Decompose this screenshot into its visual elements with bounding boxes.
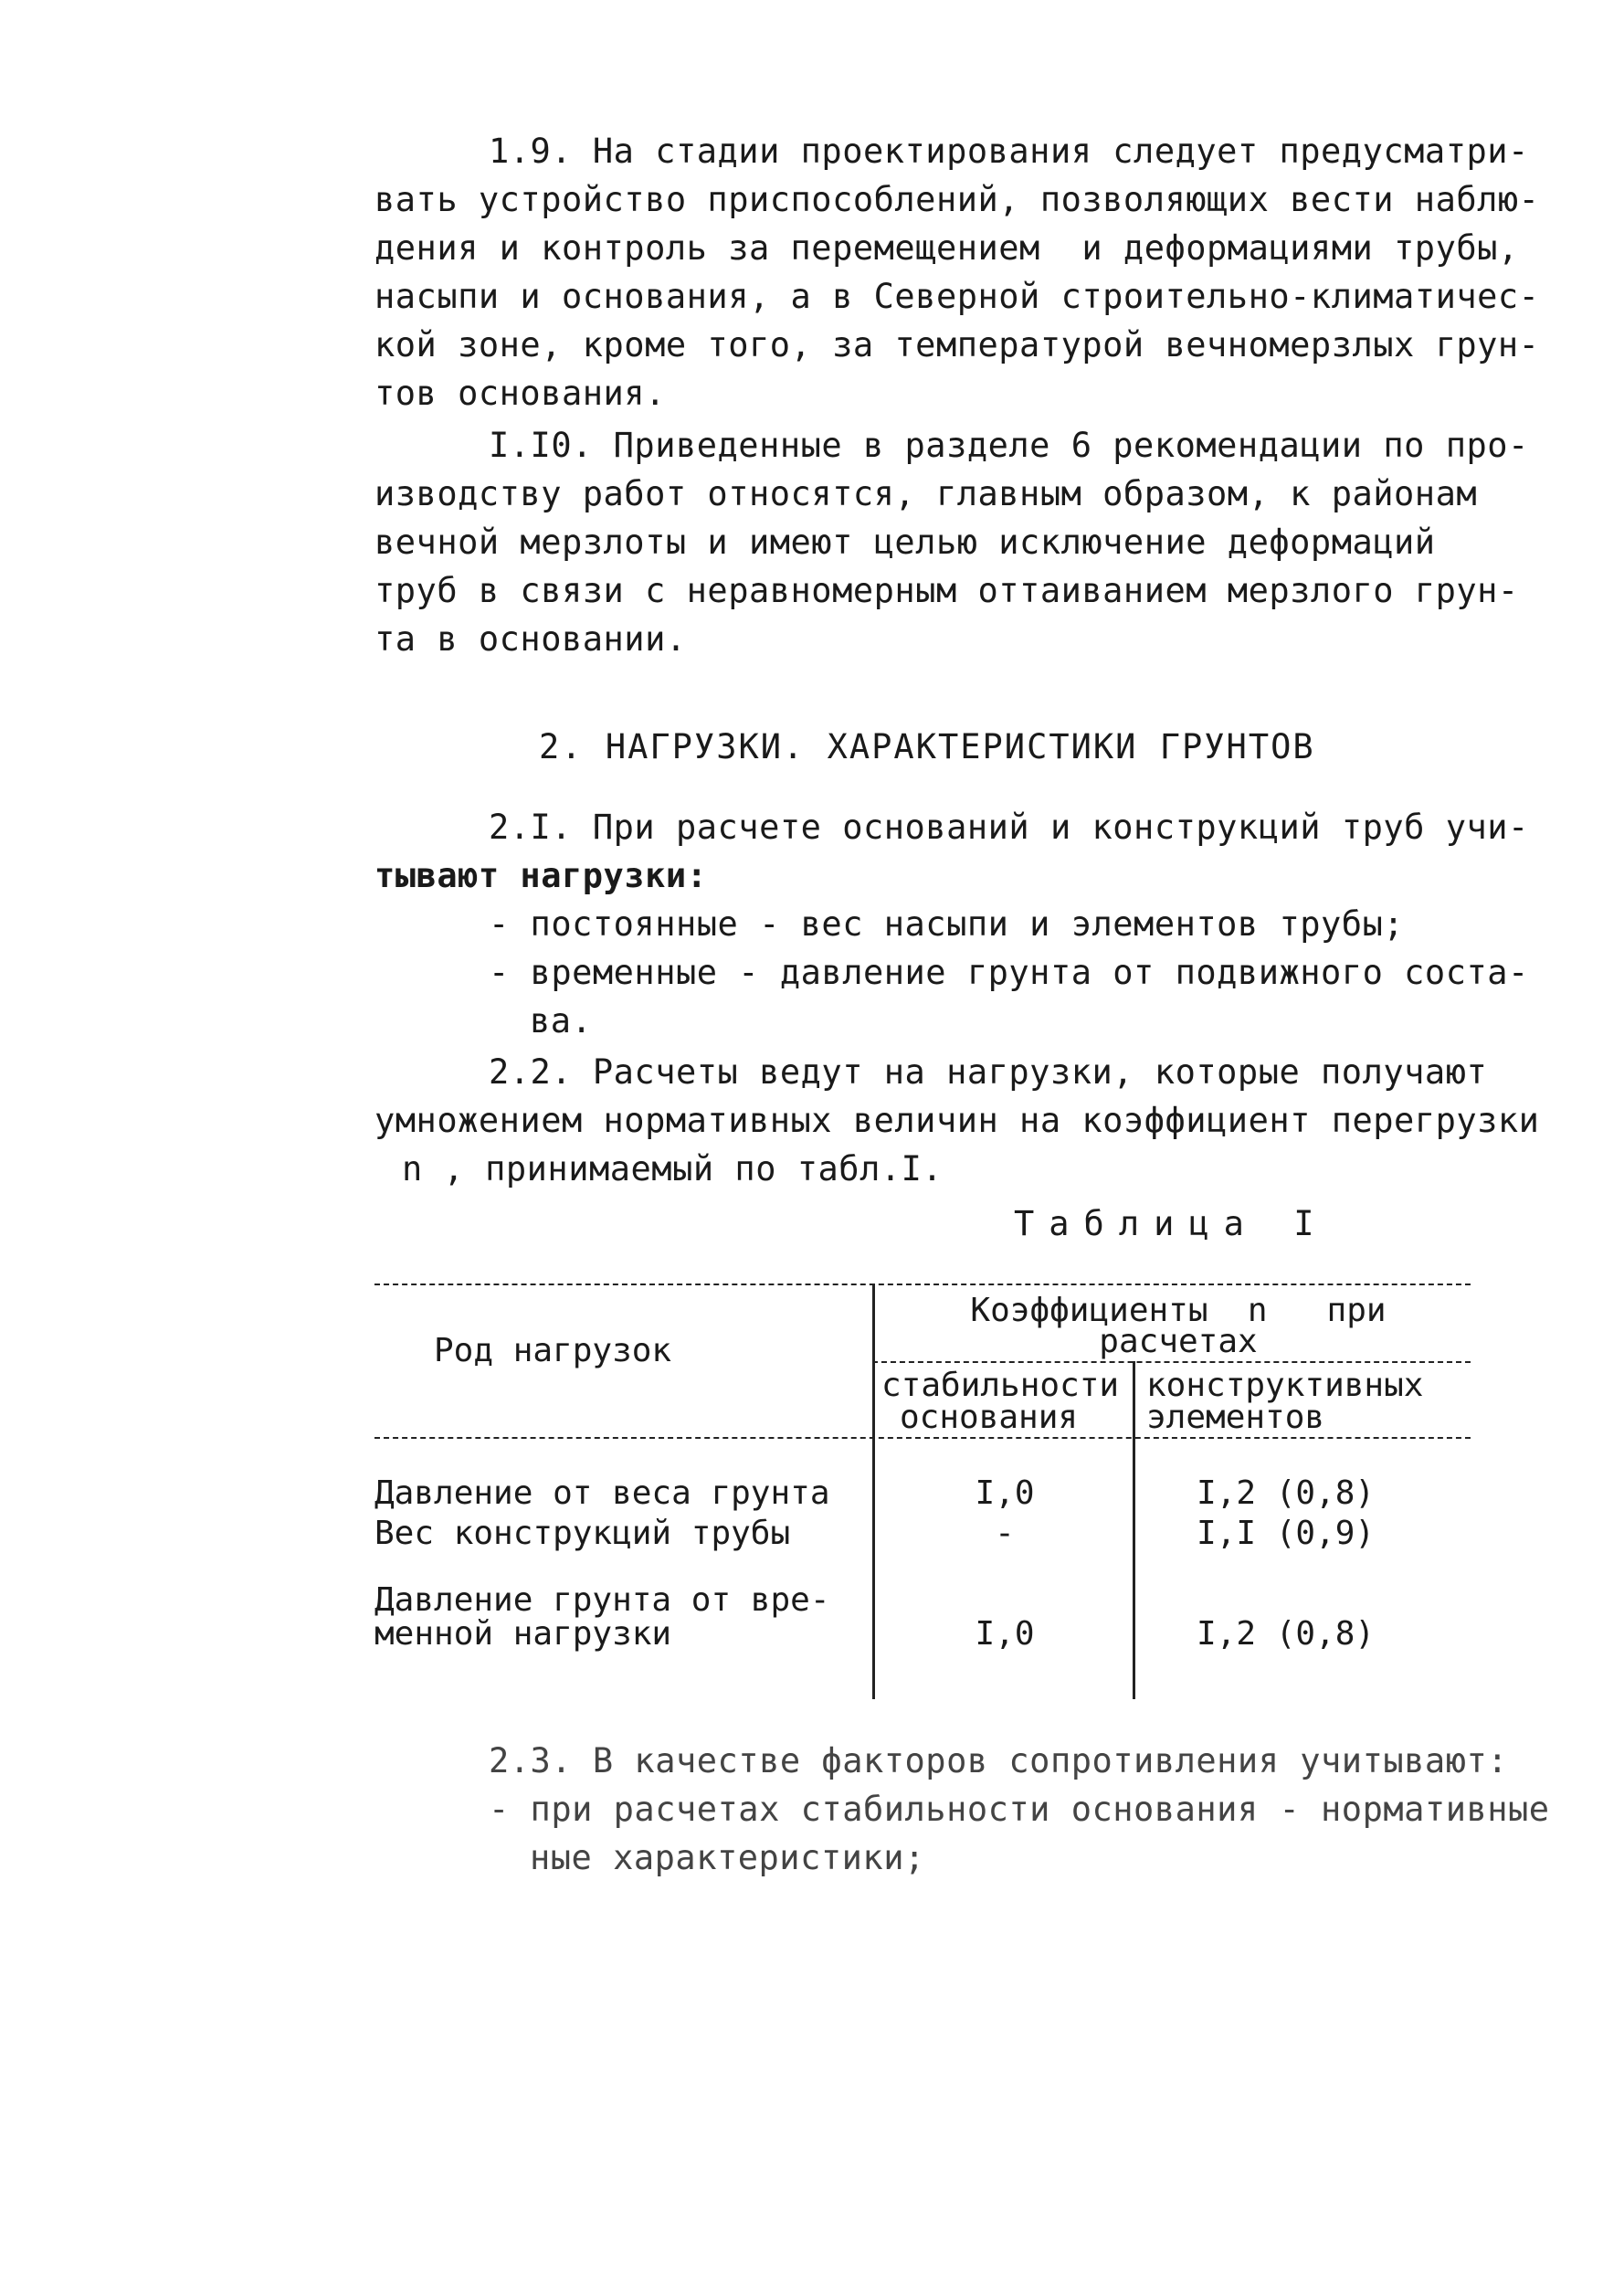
text-line: дения и контроль за перемещением и деформациями трубы, bbox=[374, 228, 1519, 268]
text-line: та в основании. bbox=[374, 619, 687, 659]
text-line: 2.3. В качестве факторов сопротивления учитывают: bbox=[489, 1741, 1509, 1780]
column-header-elements: конструктивных bbox=[1146, 1367, 1424, 1404]
section-heading: 2. НАГРУЗКИ. ХАРАКТЕРИСТИКИ ГРУНТОВ bbox=[539, 727, 1315, 766]
text-line: умножением нормативных величин на коэффициент перегрузки bbox=[374, 1101, 1540, 1140]
table-rule bbox=[374, 1284, 1471, 1285]
row-stability-value: - bbox=[995, 1515, 1015, 1552]
column-group-header: расчетах bbox=[1099, 1323, 1258, 1360]
column-header-load-type: Род нагрузок bbox=[434, 1332, 672, 1369]
column-header-elements: элементов bbox=[1146, 1399, 1325, 1436]
column-header-stability: стабильности bbox=[881, 1367, 1120, 1404]
text-line: ные характеристики; bbox=[530, 1838, 925, 1877]
text-line: тывают нагрузки: bbox=[374, 856, 708, 895]
table-rule bbox=[872, 1284, 875, 1699]
coefficients-table bbox=[374, 1284, 1471, 1699]
text-line: I.I0. Приведенные в разделе 6 рекомендации по про- bbox=[489, 426, 1529, 465]
text-line: n , принимаемый по табл.I. bbox=[402, 1149, 944, 1189]
text-line: тов основания. bbox=[374, 374, 666, 413]
row-elements-value: I,I (0,9) bbox=[1197, 1515, 1376, 1552]
text-line: труб в связи с неравномерным оттаиванием мерзлого грун- bbox=[374, 571, 1519, 610]
row-load-type: Вес конструкций трубы bbox=[374, 1515, 791, 1552]
text-line: вать устройство приспособлений, позволяющих вести наблю- bbox=[374, 180, 1540, 219]
text-line: 2.I. При расчете оснований и конструкций труб учи- bbox=[489, 808, 1529, 847]
table-rule bbox=[1133, 1361, 1135, 1699]
text-line: 2.2. Расчеты ведут на нагрузки, которые получают bbox=[489, 1052, 1488, 1092]
row-load-type: Давление грунта от вре- bbox=[374, 1581, 830, 1619]
list-item: - при расчетах стабильности основания - нормативные bbox=[489, 1790, 1550, 1829]
text-line: насыпи и основания, а в Северной строительно-климатичес- bbox=[374, 277, 1540, 316]
row-stability-value: I,0 bbox=[975, 1474, 1035, 1512]
text-line: вечной мерзлоты и имеют целью исключение деформаций bbox=[374, 523, 1436, 562]
text-line: 1.9. На стадии проектирования следует предусматри- bbox=[489, 132, 1529, 171]
row-load-type: менной нагрузки bbox=[374, 1615, 672, 1653]
row-elements-value: I,2 (0,8) bbox=[1197, 1615, 1376, 1653]
row-elements-value: I,2 (0,8) bbox=[1197, 1474, 1376, 1512]
list-item: - временные - давление грунта от подвижного соста- bbox=[489, 953, 1529, 992]
column-group-header: Коэффициенты n при bbox=[970, 1292, 1387, 1329]
text-line: кой зоне, кроме того, за температурой вечномерзлых грун- bbox=[374, 325, 1540, 364]
row-load-type: Давление от веса грунта bbox=[374, 1474, 830, 1512]
list-item: - постоянные - вес насыпи и элементов трубы; bbox=[489, 904, 1405, 944]
table-caption: Таблица I bbox=[1014, 1204, 1329, 1243]
text-line: ва. bbox=[530, 1001, 593, 1041]
text-line: изводству работ относятся, главным образом, к районам bbox=[374, 474, 1478, 513]
column-header-stability: основания bbox=[900, 1399, 1079, 1436]
row-stability-value: I,0 bbox=[975, 1615, 1035, 1653]
